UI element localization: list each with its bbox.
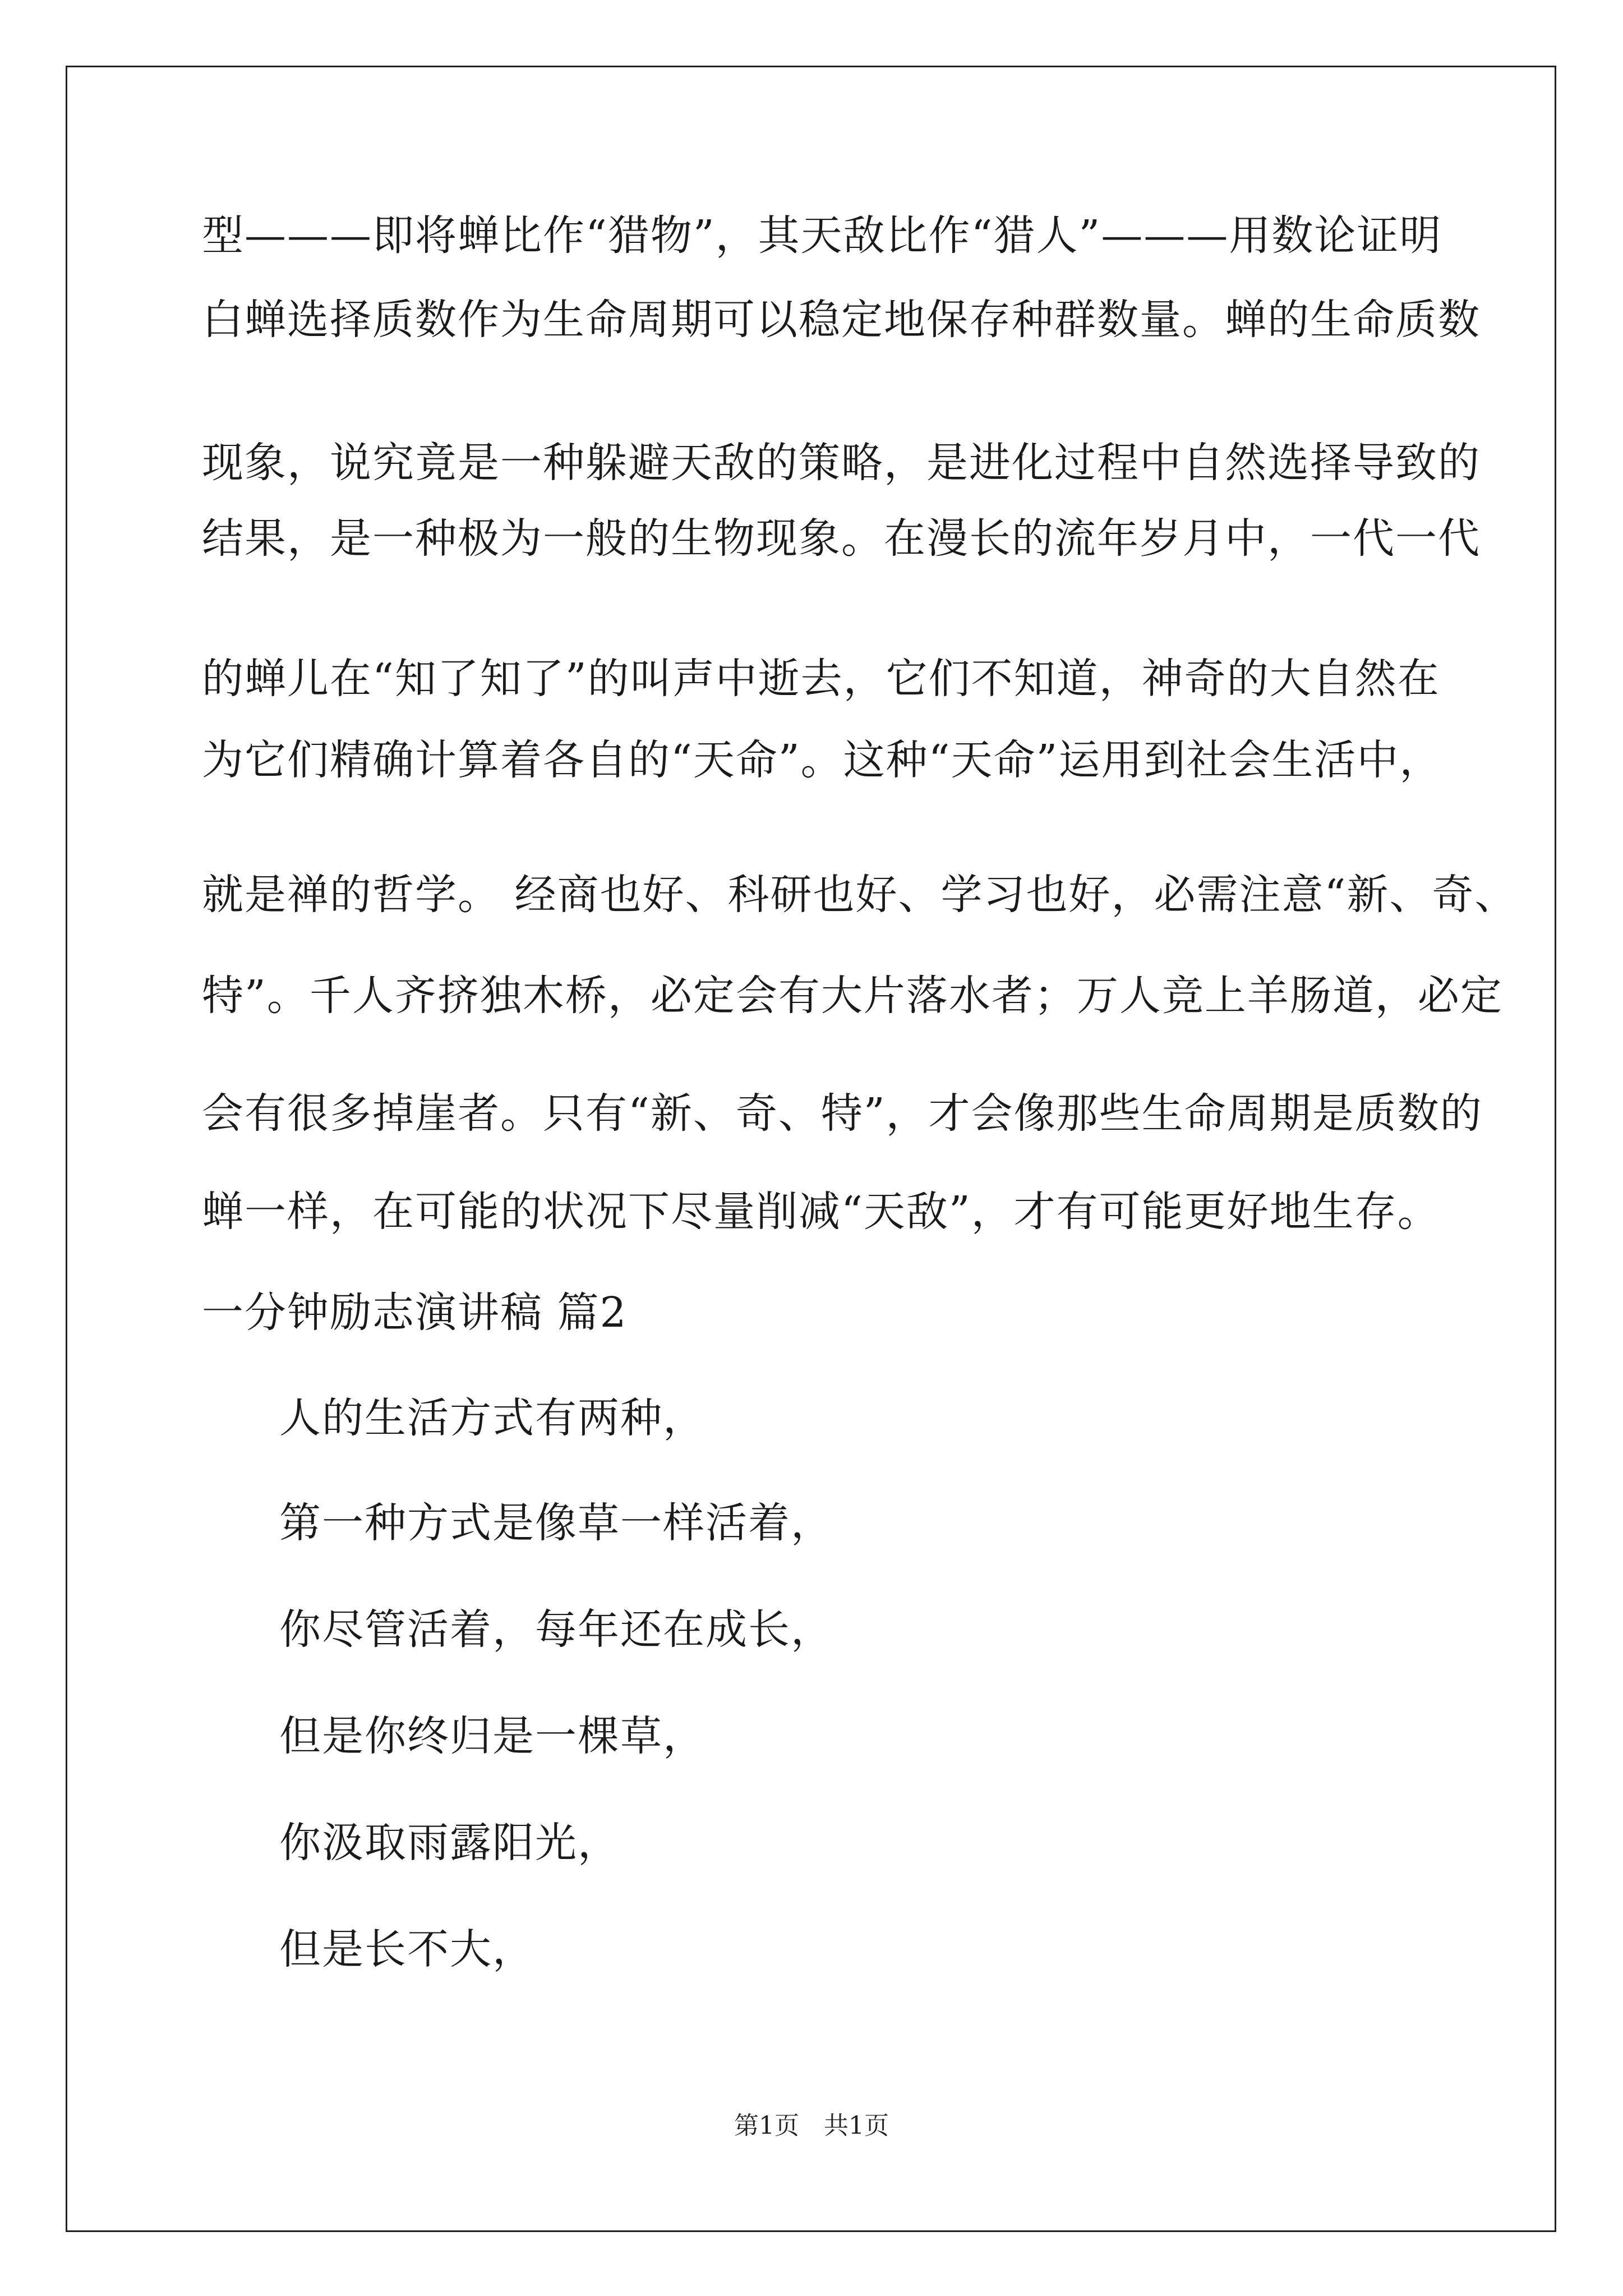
paragraph-line: 就是禅的哲学。 经商也好、科研也好、学习也好，必需注意“新、奇、: [202, 871, 1518, 919]
paragraph-line: 蝉一样，在可能的状况下尽量削减“天敌”，才有可能更好地生存。: [202, 1188, 1440, 1236]
paragraph-line: 白蝉选择质数作为生命周期可以稳定地保存种群数量。蝉的生命质数: [202, 296, 1481, 344]
poem-line: 人的生活方式有两种，: [279, 1394, 706, 1442]
page-border: [66, 66, 1556, 2232]
page-number-footer: 第1页 共1页: [734, 2111, 889, 2140]
paragraph-line: 结果，是一种极为一般的生物现象。在漫长的流年岁月中，一代一代: [202, 514, 1481, 563]
paragraph-line: 为它们精确计算着各自的“天命”。这种“天命”运用到社会生活中，: [202, 736, 1442, 784]
poem-line: 第一种方式是像草一样活着，: [279, 1499, 833, 1547]
poem-line: 但是你终归是一棵草，: [279, 1712, 706, 1760]
paragraph-line: 的蝉儿在“知了知了”的叫声中逝去，它们不知道，神奇的大自然在: [202, 655, 1440, 703]
poem-line: 你尽管活着，每年还在成长，: [279, 1605, 833, 1654]
poem-line: 你汲取雨露阳光，: [279, 1819, 620, 1867]
paragraph-line: 特”。千人齐挤独木桥，必定会有大片落水者；万人竞上羊肠道，必定: [202, 972, 1503, 1020]
poem-line: 但是长不大，: [279, 1925, 535, 1973]
paragraph-line: 会有很多掉崖者。只有“新、奇、特”，才会像那些生命周期是质数的: [202, 1089, 1483, 1138]
paragraph-line: 现象，说究竟是一种躲避天敌的策略，是进化过程中自然选择导致的: [202, 439, 1481, 487]
paragraph-line: 型———即将蝉比作“猎物”，其天敌比作“猎人”———用数论证明: [202, 211, 1442, 260]
section-heading: 一分钟励志演讲稿 篇2: [202, 1289, 628, 1337]
